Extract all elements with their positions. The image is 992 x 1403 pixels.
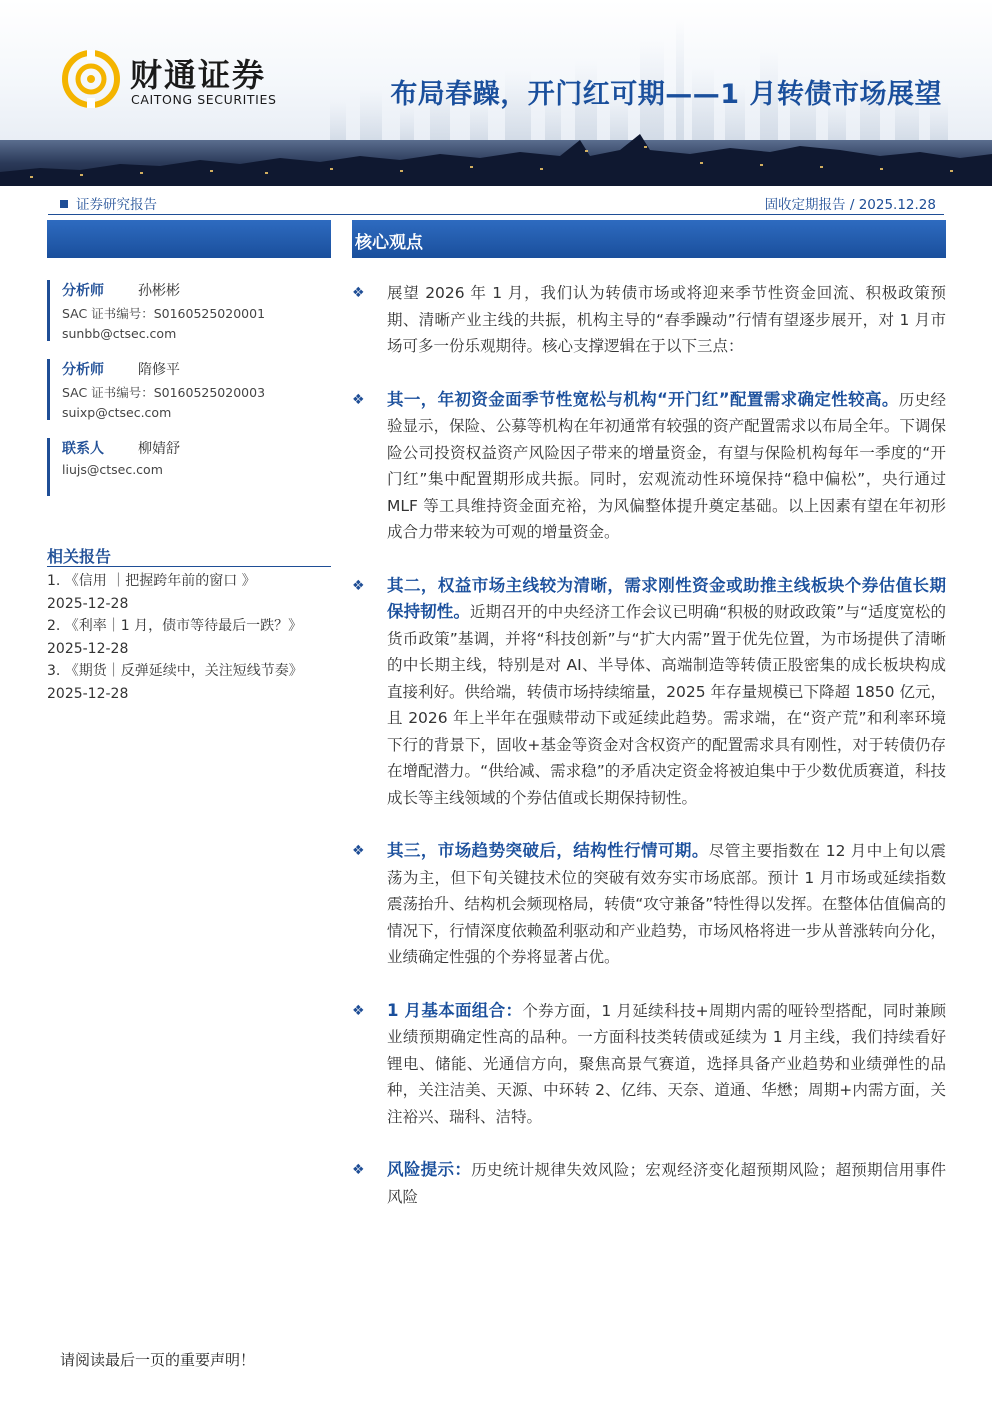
analyst-sac: SAC 证书编号：S0160525020001	[62, 306, 266, 321]
diamond-bullet-icon: ❖	[352, 285, 365, 301]
related-report-item[interactable]: 2. 《利率｜1 月，债市等待最后一跌？》	[47, 618, 303, 634]
paragraph-highlight: 其二，权益市场主线较为清晰，需求刚性资金或助推主线板块个券估值长期保持韧性。	[387, 575, 946, 621]
report-title: 布局春躁，开门红可期——1 月转债市场展望	[390, 79, 942, 110]
square-bullet-icon	[60, 200, 68, 208]
related-report-item[interactable]: 1. 《信用 ｜把握跨年前的窗口 》	[47, 573, 256, 589]
report-type-label	[60, 193, 157, 213]
diamond-bullet-icon: ❖	[352, 1162, 365, 1178]
diamond-bullet-icon: ❖	[352, 843, 365, 859]
logo-chinese-name: 财通证券	[130, 56, 267, 94]
analyst-name: 隋修平	[138, 362, 180, 378]
company-logo	[62, 46, 302, 116]
analyst-email[interactable]: sunbb@ctsec.com	[62, 326, 177, 341]
related-reports-list	[47, 570, 331, 705]
caitong-logo-icon	[62, 50, 120, 108]
analyst-role: 分析师	[62, 362, 104, 378]
core-views-content	[352, 280, 946, 1210]
analyst-email[interactable]: suixp@ctsec.com	[62, 405, 172, 420]
core-views-label: 核心观点	[355, 233, 423, 253]
related-report-item[interactable]: 3. 《期货｜反弹延续中，关注短线节奏》	[47, 663, 303, 679]
contact-role: 联系人	[62, 441, 104, 457]
paragraph-body: 尽管主要指数在 12 月中上旬以震荡为主，但下旬关键技术位的突破有效夯实市场底部。预计 1 月市场或延续指数震荡抬升、结构机会频现格局，转债“攻守兼备”特性得以发挥。在整体估值偏高的情况下，行情深度依赖盈利驱动和产业趋势，市场风格将进一步从普涨转向分化，业绩确定性强的个券将显著占优。	[387, 842, 946, 966]
report-type-text: 证券研究报告	[76, 197, 157, 213]
disclaimer-note[interactable]: 请阅读最后一页的重要声明！	[60, 1351, 256, 1369]
report-header	[0, 0, 992, 188]
paragraph-body: 近期召开的中央经济工作会议已明确“积极的财政政策”与“适度宽松的货币政策”基调，并将“科技创新”与“扩大内需”置于优先位置，为市场提供了清晰的中长期主线，特别是对 AI、半导体、高端制造等转债正股密集的成长板块构成直接利好。供给端，转债市场持续缩量，2025 年存量规模已下降超 1850 亿元，且 2026 年上半年在强赎带动下或延续此趋势。需求端，在“资产荒”和利率环境下行的背景下，固收+基金等资金对含权资产的配置需求具有刚性，对于转债仍存在增配潜力。“供给减、需求稳”的矛盾决定资金将被迫集中于少数优质赛道，科技成长等主线领域的个券估值或长期保持韧性。	[387, 603, 947, 807]
paragraph-risk	[352, 1157, 946, 1210]
analyst-role: 分析师	[62, 283, 104, 299]
related-reports-divider	[47, 566, 331, 567]
related-report-date: 2025-12-28	[47, 595, 129, 612]
paragraph-highlight: 其一，年初资金面季节性宽松与机构“开门红”配置需求确定性较高。	[387, 389, 899, 409]
related-report-date: 2025-12-28	[47, 640, 129, 657]
paragraph-highlight: 风险提示：	[387, 1160, 472, 1179]
analyst-card-1	[47, 280, 332, 341]
header-divider	[48, 214, 944, 215]
paragraph-point-3	[352, 838, 946, 971]
paragraph-point-2	[352, 573, 946, 812]
paragraph-body: 历史经验显示，保险、公募等机构在年初通常有较强的资产配置需求以布局全年。下调保险公司投资权益资产风险因子带来的增量资金，有望与保险机构每年一季度的“开门红”集中配置期形成共振。同时，宏观流动性环境保持“稳中偏松”，央行通过 MLF 等工具维持资金面充裕，为风偏整体提升奠定基础。以上因素有望在年初形成合力带来较为可观的增量资金。	[387, 390, 946, 541]
logo-english-name: CAITONG SECURITIES	[131, 92, 277, 107]
paragraph-body: 个券方面，1 月延续科技+周期内需的哑铃型搭配，同时兼顾业绩预期确定性高的品种。一方面科技类转债或延续为 1 月主线，我们持续看好锂电、储能、光通信方向，聚焦高景气赛道，选择具备产业趋势和业绩弹性的品种，关注洁美、天源、中环转 2、亿纬、天奈、道通、华懋；周期+内需方面，关注裕兴、瑞科、洁特。	[387, 1001, 946, 1126]
diamond-bullet-icon: ❖	[352, 391, 365, 408]
diamond-bullet-icon: ❖	[352, 1002, 365, 1019]
related-report-date: 2025-12-28	[47, 685, 129, 702]
analyst-name: 孙彬彬	[138, 283, 180, 299]
contact-email[interactable]: liujs@ctsec.com	[62, 462, 163, 477]
contact-name: 柳婧舒	[138, 441, 180, 457]
core-views-bar	[352, 220, 946, 258]
report-category-date: 固收定期报告 / 2025.12.28	[764, 197, 936, 213]
related-reports-title: 相关报告	[47, 547, 112, 566]
paragraph-portfolio	[352, 998, 946, 1131]
paragraph-outlook	[352, 280, 946, 360]
analyst-sac: SAC 证书编号：S0160525020003	[62, 385, 266, 400]
paragraph-point-1	[352, 387, 946, 546]
paragraph-highlight: 其三，市场趋势突破后，结构性行情可期。	[387, 841, 709, 860]
analyst-card-2	[47, 359, 332, 420]
paragraph-body: 展望 2026 年 1 月，我们认为转债市场或将迎来季节性资金回流、积极政策预期、清晰产业主线的共振，机构主导的“春季躁动”行情有望逐步展开，对 1 月市场可多一份乐观期待。核心支撑逻辑在于以下三点：	[387, 284, 946, 355]
sidebar-header-bar	[47, 220, 331, 258]
contact-card	[47, 438, 332, 496]
diamond-bullet-icon: ❖	[352, 577, 365, 594]
paragraph-highlight: 1 月基本面组合：	[387, 1000, 523, 1020]
paragraph-body: 历史统计规律失效风险；宏观经济变化超预期风险；超预期信用事件风险	[387, 1161, 947, 1206]
